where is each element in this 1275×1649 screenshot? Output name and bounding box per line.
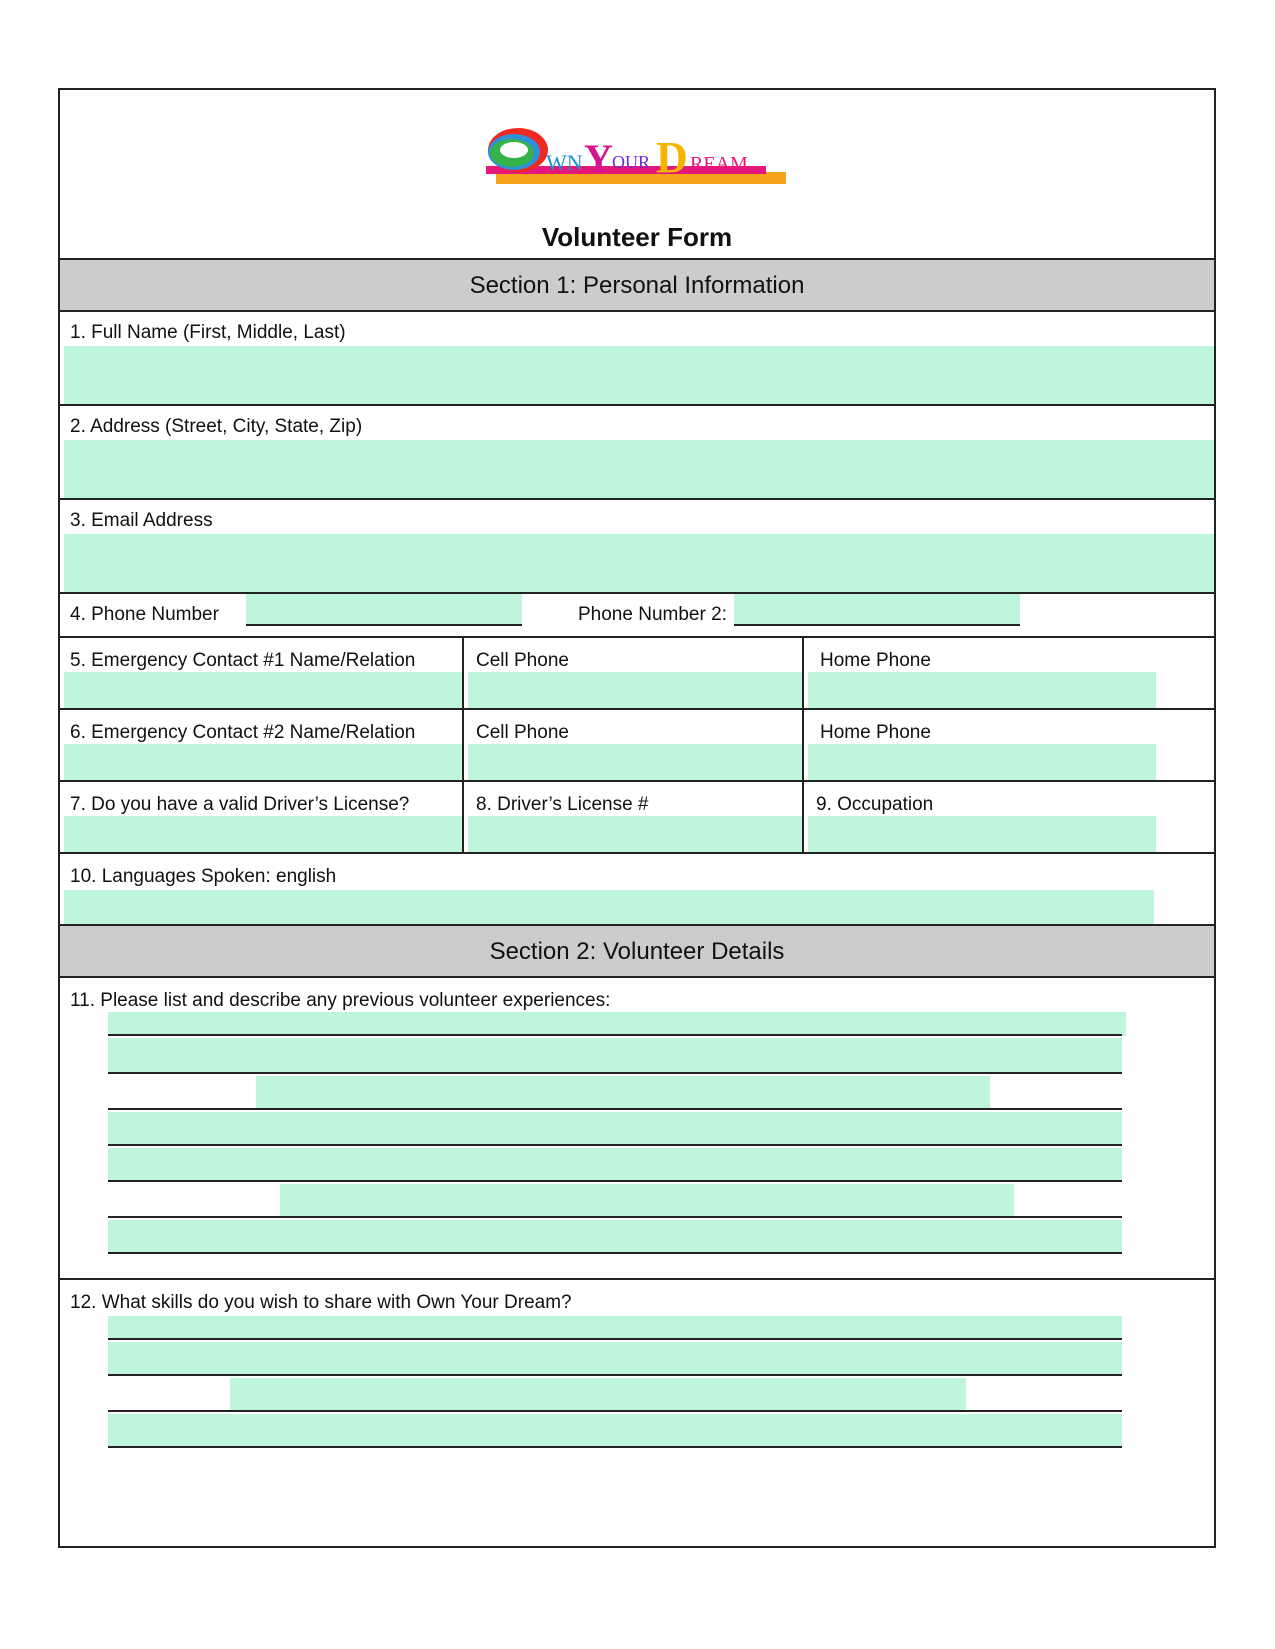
- divider: [60, 592, 1214, 594]
- experience-label: 11. Please list and describe any previous volunteer experiences:: [70, 990, 611, 1011]
- column-divider: [462, 636, 464, 854]
- skills-field-1[interactable]: [108, 1316, 1122, 1338]
- divider: [60, 1278, 1214, 1280]
- experience-line: [108, 1216, 1122, 1218]
- skills-line: [108, 1410, 1122, 1412]
- svg-text:Y: Y: [584, 136, 613, 181]
- license-valid-label: 7. Do you have a valid Driver’s License?: [70, 794, 410, 815]
- emergency-1-home-label: Home Phone: [820, 650, 931, 671]
- divider: [60, 636, 1214, 638]
- phone-2-underline: [734, 624, 1020, 626]
- emergency-2-name-field[interactable]: [64, 744, 462, 780]
- emergency-1-cell-label: Cell Phone: [476, 650, 569, 671]
- divider: [60, 852, 1214, 854]
- experience-field-2[interactable]: [108, 1038, 1122, 1072]
- experience-field-5[interactable]: [108, 1148, 1122, 1180]
- emergency-2-home-label: Home Phone: [820, 722, 931, 743]
- emergency-1-cell-field[interactable]: [468, 672, 802, 708]
- languages-label: 10. Languages Spoken: english: [70, 866, 337, 887]
- svg-text:REAM: REAM: [690, 153, 748, 175]
- skills-label: 12. What skills do you wish to share with Own Your Dream?: [70, 1292, 572, 1313]
- volunteer-form: [58, 88, 1216, 1548]
- phone-2-field[interactable]: [734, 594, 1020, 624]
- skills-field-3[interactable]: [230, 1378, 966, 1410]
- experience-field-1[interactable]: [108, 1012, 1126, 1036]
- address-field[interactable]: [64, 440, 1214, 498]
- experience-field-3[interactable]: [256, 1076, 990, 1108]
- phone-1-underline: [246, 624, 522, 626]
- emergency-2-cell-label: Cell Phone: [476, 722, 569, 743]
- divider: [60, 708, 1214, 710]
- emergency-2-cell-field[interactable]: [468, 744, 802, 780]
- license-valid-field[interactable]: [64, 816, 462, 852]
- full-name-label: 1. Full Name (First, Middle, Last): [70, 322, 346, 343]
- emergency-1-home-field[interactable]: [808, 672, 1156, 708]
- experience-line: [108, 1072, 1122, 1074]
- license-number-field[interactable]: [468, 816, 802, 852]
- divider: [60, 498, 1214, 500]
- phone-2-label: Phone Number 2:: [578, 604, 727, 625]
- experience-field-7[interactable]: [108, 1220, 1122, 1252]
- skills-line: [108, 1338, 1122, 1340]
- email-label: 3. Email Address: [70, 510, 213, 531]
- divider: [60, 404, 1214, 406]
- email-field[interactable]: [64, 534, 1214, 592]
- full-name-field[interactable]: [64, 346, 1214, 404]
- divider: [60, 780, 1214, 782]
- divider: [60, 310, 1214, 312]
- skills-field-4[interactable]: [108, 1414, 1122, 1446]
- divider: [60, 976, 1214, 978]
- experience-field-4[interactable]: [108, 1112, 1122, 1144]
- emergency-1-label: 5. Emergency Contact #1 Name/Relation: [70, 650, 416, 671]
- section-2-header: Section 2: Volunteer Details: [60, 926, 1214, 978]
- address-label: 2. Address (Street, City, State, Zip): [70, 416, 363, 437]
- svg-text:OUR: OUR: [612, 152, 651, 172]
- skills-field-2[interactable]: [108, 1342, 1122, 1374]
- experience-line: [108, 1034, 1122, 1036]
- experience-line: [108, 1252, 1122, 1254]
- license-number-label: 8. Driver’s License #: [476, 794, 649, 815]
- emergency-2-home-field[interactable]: [808, 744, 1156, 780]
- phone-1-label: 4. Phone Number: [70, 604, 219, 625]
- experience-line: [108, 1108, 1122, 1110]
- skills-line: [108, 1446, 1122, 1448]
- svg-text:WN: WN: [546, 150, 583, 175]
- experience-field-6[interactable]: [280, 1184, 1014, 1216]
- column-divider: [802, 636, 804, 854]
- occupation-field[interactable]: [808, 816, 1156, 852]
- phone-1-field[interactable]: [246, 594, 522, 624]
- occupation-label: 9. Occupation: [816, 794, 934, 815]
- emergency-1-name-field[interactable]: [64, 672, 462, 708]
- experience-line: [108, 1180, 1122, 1182]
- experience-line: [108, 1144, 1122, 1146]
- own-your-dream-logo: [484, 120, 794, 190]
- section-1-header: Section 1: Personal Information: [60, 260, 1214, 312]
- emergency-2-label: 6. Emergency Contact #2 Name/Relation: [70, 722, 416, 743]
- skills-line: [108, 1374, 1122, 1376]
- form-title: Volunteer Form: [541, 222, 733, 252]
- svg-text:D: D: [656, 133, 688, 182]
- languages-field[interactable]: [64, 890, 1154, 924]
